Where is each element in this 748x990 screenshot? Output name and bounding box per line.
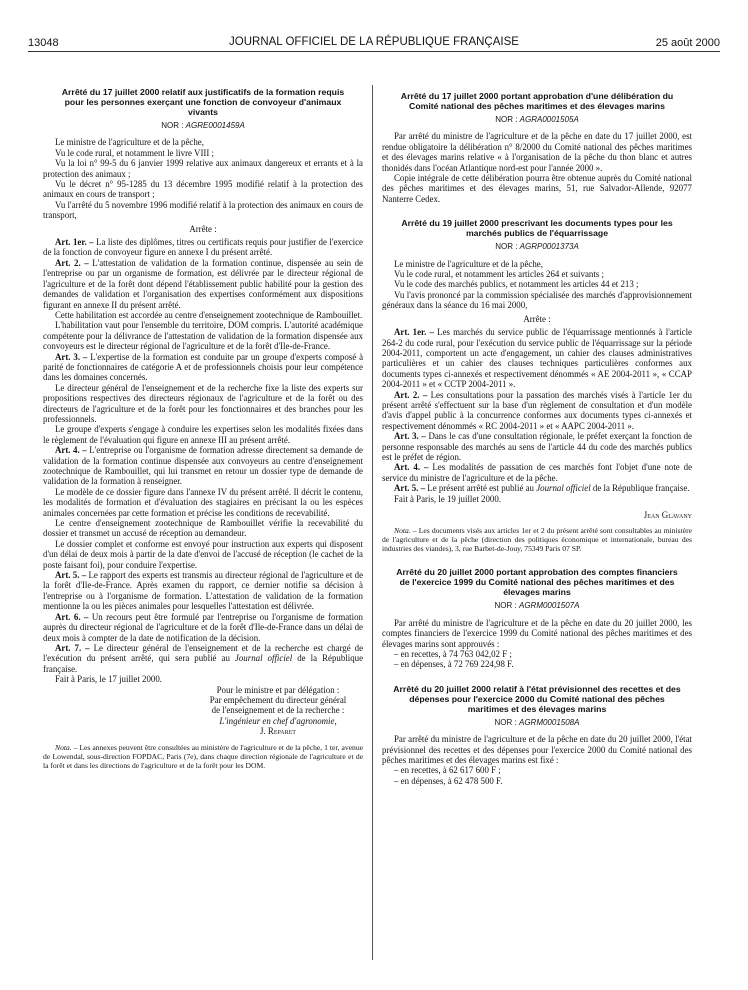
visa: Le ministre de l'agriculture et de la pêche,	[55, 137, 204, 148]
article-6: Art. 6. – Un recours peut être formulé par l'entreprise ou l'organisme de formation auprès du directeur régional de l'agriculture et de la forêt d'Ile-de-France dans un délai de deux mois à compter de la date de notification de la décision.	[43, 611, 363, 643]
decree-title: Arrêté du 17 juillet 2000 relatif aux justificatifs de la formation requis pour les personnes exerçant une fonction de convoyeur d'animaux vivants	[61, 87, 345, 117]
visa: Vu la loi n° 99-5 du 6 janvier 1999 relative aux animaux dangereux et errants et à la protection des animaux ;	[43, 158, 363, 179]
visa: Vu le code des marchés publics, et notamment les articles 44 et 213 ;	[394, 279, 639, 290]
list-item: – en dépenses, à 72 769 224,98 F.	[394, 659, 514, 670]
paragraph: Le directeur général de l'enseignement et de la recherche fixe la liste des experts sur propositions respectives des directeurs régionaux de l'agriculture et de la forêt ou des directeurs de l'agriculture et de la forêt pour les fonctionnaires et des branches pour les professionnels.	[43, 382, 363, 424]
signature: Jean Glavany	[643, 510, 692, 520]
nor-reference: NOR : AGRM0001508A	[494, 717, 580, 727]
article-2: Art. 2. – Les consultations pour la passation des marchés visés à l'article 1er du présent arrêté s'effectuent sur la base d'un règlement de consultation et d'un modèle d'avis d'appel public à la concurrence conformes aux documents types ci-annexés et respectivement dénommés « RC 2004-2011 » et « AAPC 2004-2011 ».	[382, 389, 692, 431]
visa: Vu l'arrêté du 5 novembre 1996 modifié relatif à la protection des animaux en cours de transport,	[43, 199, 363, 221]
paragraph: Par arrêté du ministre de l'agriculture et de la pêche en date du 20 juillet 2000, les comptes financiers de l'exercice 1999 du Comité national des pêches maritimes et des élevages marins sont approuvés :	[382, 617, 692, 649]
signature-block: Pour le ministre et par délégation : Par empêchement du directeur général de l'enseignement et de la recherche : L'ingénieur en chef d'agronomie, J. Reparet	[209, 684, 347, 737]
journal-title: JOURNAL OFFICIEL DE LA RÉPUBLIQUE FRANÇAISE	[229, 36, 519, 48]
article-5: Art. 5. – Le rapport des experts est transmis au directeur régional de l'agriculture et de la forêt d'Ile-de-France. Après examen du rapport, ce dernier notifie sa décision à l'entreprise ou à l'organisme de formation. L'attestation de validation de la formation mentionne la ou les pièces animales pour lesquelles l'attestation est délivrée.	[43, 570, 364, 612]
visa: Vu l'avis prononcé par la commission spécialisée des marchés d'approvisionnement généraux dans la séance du 16 mai 2000,	[382, 289, 692, 311]
paragraph: Par arrêté du ministre de l'agriculture et de la pêche en date du 17 juillet 2000, est rendue obligatoire la délibération n° 8/2000 du Comité national des pêches maritimes et des élevages marins relative « à l'organisation de la pêche du thon blanc et autres thonidés dans l'océan Atlantique nord-est pour l'année 2000 ».	[382, 131, 692, 173]
paragraph: Par arrêté du ministre de l'agriculture et de la pêche en date du 20 juillet 2000, l'état prévisionnel des recettes et des dépenses pour l'exercice 2000 du Comité national des pêches maritimes et des élevages marins est fixé :	[382, 734, 692, 766]
article-3: Art. 3. – Dans le cas d'une consultation régionale, le préfet exerçant la fonction de personne responsable des marchés au sens de l'article 44 du code des marchés publics est le préfet de région.	[382, 431, 692, 462]
nor-reference: NOR : AGRP0001373A	[495, 242, 579, 252]
right-column	[382, 91, 692, 786]
arrete-label: Arrête :	[189, 223, 217, 234]
visa: Vu le code rural, et notamment les articles 264 et suivants ;	[394, 269, 604, 280]
decree-title: Arrêté du 17 juillet 2000 portant approbation d'une délibération du Comité national des pêches maritimes et des élevages marins	[400, 91, 674, 111]
visa: Le ministre de l'agriculture et de la pêche,	[394, 258, 543, 269]
article-2: Art. 2. – L'attestation de validation de la formation continue, dispensée au sein de l'entreprise ou par un organisme de formation, est délivrée par le directeur régional de l'agriculture et de la forêt dont dépend l'établissement public habilité pour la gestion des demandes de validation et l'organisation des expertises conformément aux dispositions figurant en annexe II du présent arrêté.	[43, 257, 363, 310]
arrete-label: Arrête :	[523, 313, 551, 324]
column-divider	[372, 85, 373, 960]
article-7: Art. 7. – Le directeur général de l'enseignement et de la recherche est chargé de l'exécution du présent arrêté, qui sera publié au Journal officiel de la République française.	[43, 642, 364, 674]
nor-reference: NOR : AGRA0001505A	[495, 115, 579, 124]
list-item: – en recettes, à 62 617 600 F ;	[394, 765, 501, 776]
paragraph: L'habilitation vaut pour l'ensemble du territoire, DOM compris. L'autorité académique compétente pour la délivrance de l'attestation de validation de la formation dispensée aux convoyeurs est le directeur régional de l'agriculture et de la forêt d'Ile-de-France.	[43, 320, 363, 352]
nor-reference: NOR : AGRM0001507A	[494, 601, 580, 611]
paragraph: Copie intégrale de cette délibération pourra être obtenue auprès du Comité national des pêches maritimes et des élevages marins, 51, rue Salvador-Allende, 92077 Nanterre Cedex.	[382, 173, 692, 204]
article-5: Art. 5. – Le présent arrêté est publié au Journal officiel de la République française.	[394, 483, 690, 494]
decree-title: Arrêté du 19 juillet 2000 prescrivant les documents types pour les marchés publics de l'équarrissage	[401, 218, 673, 239]
decree-title: Arrêté du 20 juillet 2000 portant approbation des comptes financiers de l'exercice 1999 du Comité national des pêches maritimes et des élevages marins	[396, 567, 678, 598]
nota: Nota. – Les documents visés aux articles 1er et 2 du présent arrêté sont consultables au ministère de l'agriculture et de la pêche (direction des politiques économique et internationale, bureau des industries des viandes), 3, rue Barbet-de-Jouy, 75349 Paris 07 SP.	[382, 526, 692, 554]
article-4: Art. 4. – L'entreprise ou l'organisme de formation adresse directement sa demande de validation de la formation continue dispensée aux convoyeurs au centre d'enseignement zootechnique de Rambouillet, qui lui transmet en retour un dossier type de demande de validation de la formation à renseigner.	[43, 445, 363, 487]
visa: Vu le décret n° 95-1285 du 13 décembre 1995 modifié relatif à la protection des animaux en cours de transport ;	[43, 179, 363, 200]
page-header	[28, 35, 720, 52]
signing-place-date: Fait à Paris, le 19 juillet 2000.	[394, 493, 501, 504]
article-1: Art. 1er. – La liste des diplômes, titres ou certificats requis pour justifier de l'exercice de la fonction de convoyeur figure en annexe I du présent arrêté.	[43, 237, 363, 258]
paragraph: Le modèle de ce dossier figure dans l'annexe IV du présent arrêté. Il décrit le contenu, les modalités de formation et d'évaluation des stagiaires en précisant la ou les espèces animales concernées par cette formation et précise les conditions de recevabilité.	[43, 486, 363, 518]
list-item: – en recettes, à 74 763 042,02 F ;	[394, 649, 512, 660]
paragraph: Le centre d'enseignement zootechnique de Rambouillet vérifie la recevabilité du dossier et transmet un accusé de réception au demandeur.	[43, 518, 363, 539]
paragraph: Le groupe d'experts s'engage à conduire les expertises selon les modalités fixées dans le règlement de l'évaluation qui figure en annexe III au présent arrêté.	[43, 424, 363, 445]
decree-title: Arrêté du 20 juillet 2000 relatif à l'état prévisionnel des recettes et des dépenses pour l'exercice 2000 du Comité national des pêches maritimes et des élevages marins	[393, 683, 681, 714]
signing-place-date: Fait à Paris, le 17 juillet 2000.	[55, 674, 162, 685]
paragraph: Le dossier complet et conforme est envoyé pour instruction aux experts qui disposent d'un délai de deux mois à partir de la date d'envoi de l'accusé de réception (le cachet de la poste faisant foi), pour conduire l'expertise.	[43, 538, 363, 570]
nor-reference: NOR : AGRE0001459A	[161, 121, 245, 130]
visa: Vu le code rural, et notamment le livre VIII ;	[55, 147, 214, 158]
article-3: Art. 3. – L'expertise de la formation est conduite par un groupe d'experts composé à parité de fonctionnaires de catégorie A et de professionnels choisis pour leur compétence dans les domaines concernés.	[43, 351, 364, 383]
article-4: Art. 4. – Les modalités de passation de ces marchés font l'objet d'une note de service du ministre de l'agriculture et de la pêche.	[382, 462, 693, 483]
article-1: Art. 1er. – Les marchés du service public de l'équarrissage mentionnés à l'article 264-2 du code rural, pour l'exécution du service public de l'équarrissage sur la période 2004-2011, comportent un acte d'engagement, un cahier des clauses administratives particulières et un cahier des clauses techniques particulières conformes aux documents types ci-annexés et respectivement dénommés « AE 2004-2011 », « CCAP 2004-2011 » et « CCTP 2004-2011 ».	[382, 327, 692, 390]
publication-date: 25 août 2000	[655, 37, 720, 49]
left-column	[43, 87, 363, 770]
page-number: 13048	[28, 37, 59, 49]
nota: Nota. – Les annexes peuvent être consultées au ministère de l'agriculture et de la pêche, 1 ter, avenue de Lowendal, sous-direction FOPDAC, Paris (7e), dans chaque direction régionale de l'agriculture et de la forêt et dans les directions de l'agriculture et de la forêt pour les DOM.	[43, 742, 363, 770]
paragraph: Cette habilitation est accordée au centre d'enseignement zootechnique de Rambouillet.	[55, 309, 363, 320]
list-item: – en dépenses, à 62 478 500 F.	[394, 775, 503, 786]
